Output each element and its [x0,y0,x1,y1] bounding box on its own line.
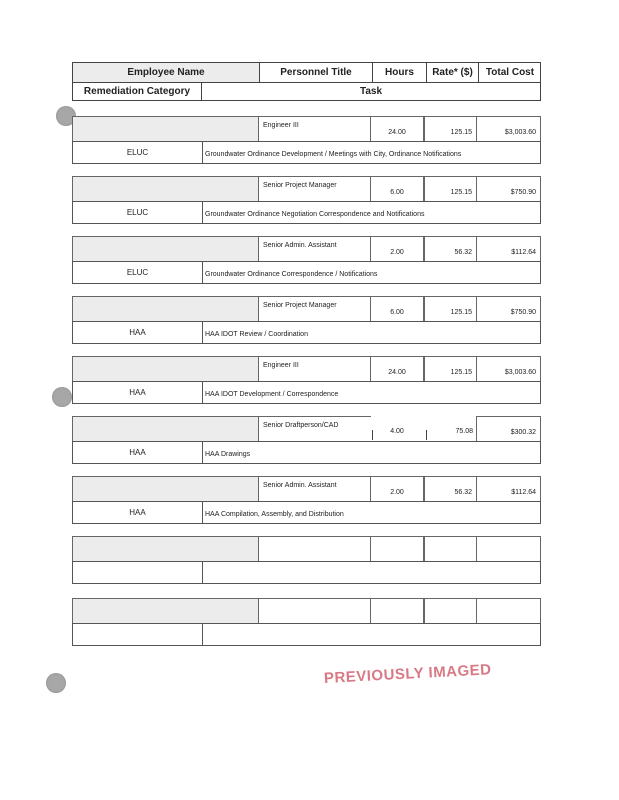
cost-entry [72,416,541,464]
rate-value: 56.32 [424,236,477,262]
personnel-title: Senior Project Manager [258,176,371,202]
remediation-category: ELUC [126,148,149,157]
remediation-category: HAA [129,508,146,517]
remediation-category [73,624,202,645]
task-description: HAA Drawings [205,451,251,458]
remediation-category [73,562,202,583]
remediation-category: HAA [129,388,146,397]
hours-value: 2.00 [370,476,424,502]
task-description: HAA IDOT Development / Correspondence [205,391,339,398]
employee-name-redacted [72,416,259,442]
employee-name-redacted [72,476,259,502]
rate-value: 125.15 [424,176,477,202]
cost-entry [72,236,541,284]
task-description: Groundwater Ordinance Correspondence / Notifications [205,271,378,278]
hours-value: 2.00 [370,236,424,262]
total-cost-value: $3,003.60 [476,356,541,382]
personnel-title: Senior Draftperson/CAD [258,416,371,442]
hours-value [370,598,424,624]
task-description: Groundwater Ordinance Development / Meetings with City, Ordinance Notifications [205,151,462,158]
total-cost-value: $300.32 [476,416,541,442]
rate-value: 75.08 [455,428,473,435]
header-personnel-title: Personnel Title [280,67,352,78]
task-description: HAA IDOT Review / Coordination [205,331,308,338]
header-total-cost: Total Cost [485,67,535,78]
cost-entry-blank [72,598,541,646]
hours-value: 6.00 [370,296,424,322]
previously-imaged-stamp: PREVIOUSLY IMAGED [323,661,492,687]
total-cost-value [476,536,541,562]
rate-value [424,598,477,624]
column-header-table [72,62,541,101]
hours-value: 4.00 [390,428,404,435]
punch-hole [52,387,72,407]
employee-name-redacted [72,236,259,262]
personnel-title: Senior Admin. Assistant [258,476,371,502]
employee-name-redacted [72,296,259,322]
personnel-title [258,598,371,624]
total-cost-value: $112.64 [476,236,541,262]
cost-entry-blank [72,536,541,584]
header-hours: Hours [385,67,414,78]
total-cost-value: $750.90 [476,176,541,202]
cost-entry [72,356,541,404]
personnel-title: Senior Admin. Assistant [258,236,371,262]
cost-entry [72,116,541,164]
total-cost-value [476,598,541,624]
employee-name-redacted [72,356,259,382]
header-rate: Rate* ($) [432,67,473,78]
punch-hole [46,673,66,693]
header-employee-name: Employee Name [73,63,259,82]
task-description: HAA Compilation, Assembly, and Distribution [205,511,344,518]
rate-value [424,536,477,562]
personnel-title: Engineer III [258,356,371,382]
header-remediation-category: Remediation Category [83,86,191,97]
rate-value: 125.15 [424,356,477,382]
personnel-title [258,536,371,562]
hours-value: 24.00 [370,116,424,142]
remediation-category: HAA [129,328,146,337]
hours-value [370,536,424,562]
remediation-category: ELUC [126,268,149,277]
total-cost-value: $3,003.60 [476,116,541,142]
employee-name-redacted [72,116,259,142]
rate-value: 125.15 [424,116,477,142]
personnel-title: Senior Project Manager [258,296,371,322]
task-description: Groundwater Ordinance Negotiation Correspondence and Notifications [205,211,425,218]
hours-value: 6.00 [370,176,424,202]
remediation-category: ELUC [126,208,149,217]
rate-value: 125.15 [424,296,477,322]
hours-value: 24.00 [370,356,424,382]
header-task: Task [359,86,383,97]
employee-name-redacted [72,598,259,624]
employee-name-redacted [72,176,259,202]
cost-entry [72,176,541,224]
employee-name-redacted [72,536,259,562]
cost-entry [72,476,541,524]
total-cost-value: $112.64 [476,476,541,502]
remediation-category: HAA [129,448,146,457]
personnel-title: Engineer III [258,116,371,142]
total-cost-value: $750.90 [476,296,541,322]
rate-value: 56.32 [424,476,477,502]
cost-entry [72,296,541,344]
